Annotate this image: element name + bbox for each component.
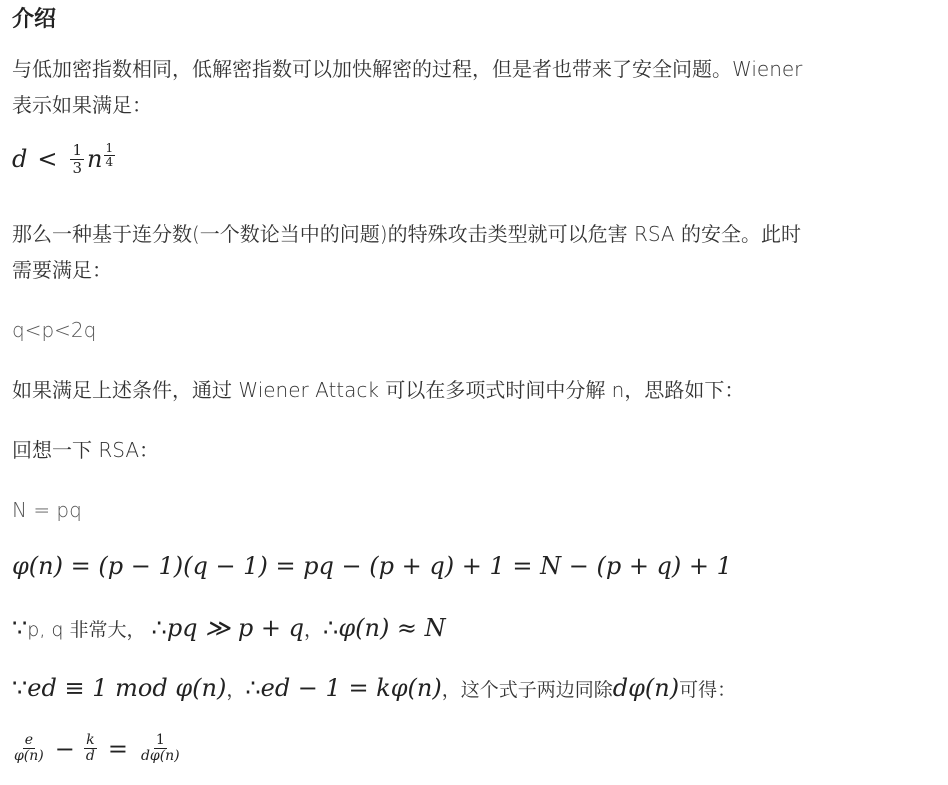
final-frac-2 [84, 733, 97, 765]
formula-d-frac-num: 1 [72, 141, 83, 159]
formula-d-exp-den: 4 [105, 155, 114, 170]
formula-d-lhs: d [12, 145, 28, 173]
attack-line-1: 那么一种基于连分数(一个数论当中的问题)的特殊攻击类型就可以危害 RSA 的安全。此时 [12, 222, 801, 246]
final-frac-2-num: k [86, 732, 95, 748]
formula-d-bound [12, 142, 115, 176]
section-heading: 介绍 [12, 7, 57, 32]
ed-tail-end: 可得： [679, 678, 737, 701]
formula-d-fraction [70, 142, 84, 176]
therefore-symbol-2: ∴ [323, 614, 339, 642]
therefore-symbol-ed: ∴ [245, 674, 261, 702]
condition-text: q<p<2q [12, 318, 97, 342]
ed-comma: ， [226, 678, 246, 701]
therefore-symbol-1: ∴ [151, 614, 167, 642]
formula-d-exp-num: 1 [105, 141, 114, 155]
wiener-line: 如果满足上述条件，通过 Wiener Attack 可以在多项式时间中分解 n，思路如下： [12, 378, 745, 402]
formula-phi [12, 552, 732, 580]
formula-d-op: < [37, 145, 58, 173]
formula-ed [12, 674, 736, 702]
final-frac-1 [12, 733, 46, 765]
recall-line: 回想一下 RSA： [12, 438, 160, 462]
formula-d-exponent [104, 142, 116, 169]
ed-congruence: ed ≡ 1 mod φ(n) [27, 674, 227, 702]
final-frac-3 [139, 733, 182, 765]
final-frac-2-den: d [85, 748, 95, 765]
formula-phi-text: φ(n) = (p − 1)(q − 1) = pq − (p + q) + 1 = N − (p + q) + 1 [12, 552, 732, 580]
final-minus: − [54, 734, 75, 763]
attack-line-2: 需要满足： [12, 258, 112, 282]
ed-tail-text: ，这个式子两边同除 [441, 678, 613, 701]
formula-d-exp-fraction [104, 142, 116, 169]
final-frac-1-num: e [24, 732, 34, 748]
intro-line-1: 与低加密指数相同，低解密指数可以加快解密的过程，但是者也带来了安全问题。Wiener [12, 57, 803, 81]
because-symbol-ed: ∵ [12, 674, 28, 702]
ed-equation: ed − 1 = kφ(n) [260, 674, 442, 702]
intro-line-2: 表示如果满足： [12, 93, 152, 117]
because-comma: ， [304, 618, 324, 641]
formula-d-base: n [87, 145, 103, 173]
relation-pq: pq ≫ p + q [166, 614, 305, 642]
n-equation: N = pq [12, 498, 82, 522]
formula-d-frac-den: 3 [72, 158, 83, 177]
final-frac-1-den: φ(n) [14, 748, 44, 765]
relation-phi-approx: φ(n) ≈ N [338, 614, 446, 642]
final-frac-3-den: dφ(n) [140, 748, 180, 765]
formula-because [12, 614, 446, 642]
ed-divisor: dφ(n) [612, 674, 680, 702]
final-frac-3-num: 1 [155, 732, 165, 748]
final-equals: = [107, 734, 128, 763]
because-pq-text: p, q 非常大， [27, 618, 146, 641]
formula-final [12, 733, 185, 765]
because-symbol: ∵ [12, 614, 28, 642]
